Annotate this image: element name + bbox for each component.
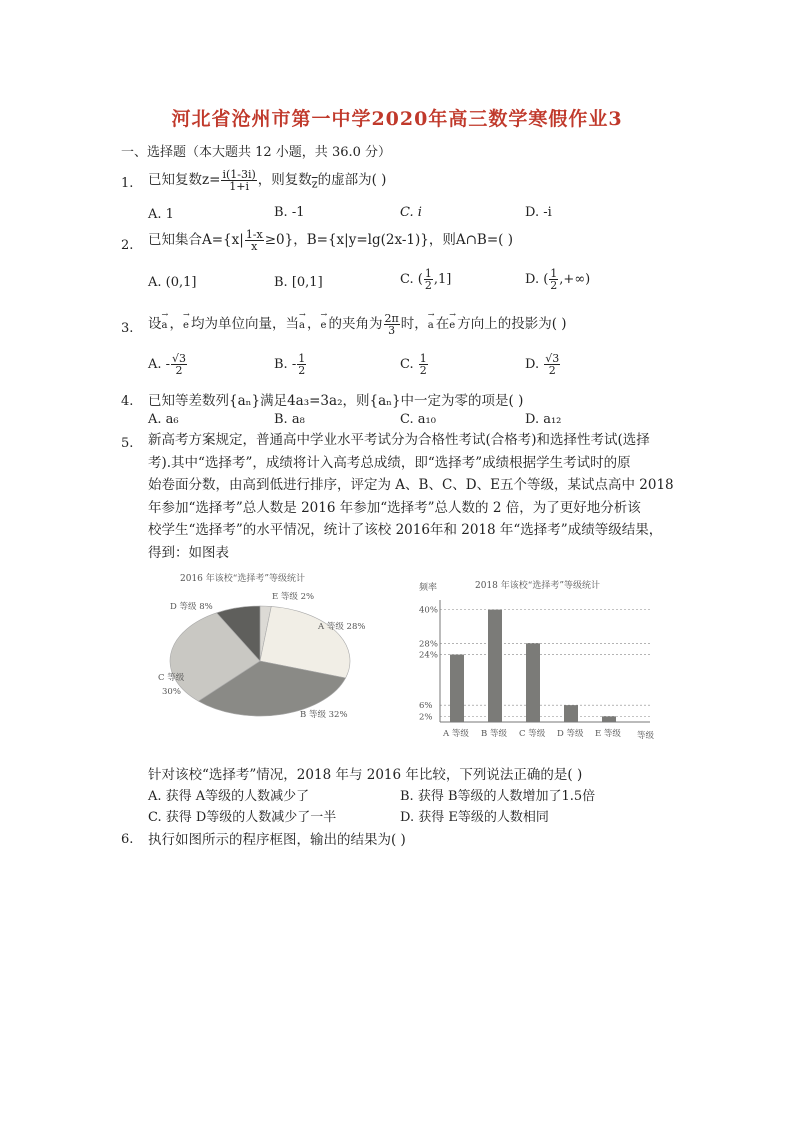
q4-stem: 已知等差数列{aₙ}满足4a₃=3a₂，则{aₙ}中一定为零的项是( ) bbox=[148, 393, 524, 409]
bar-ytick-label: 28% bbox=[419, 639, 438, 650]
q5-line: 得到：如图表 bbox=[148, 544, 229, 561]
q1-stem: 已知复数z= $\frac{i(1-3i)}{1+i}$ ，则复数$_{\overline{z}}$的虚部为( ) bbox=[148, 168, 387, 193]
bar-e bbox=[602, 716, 616, 722]
q2-option-a[interactable]: A. (0,1] bbox=[148, 275, 197, 290]
q4-option-b[interactable]: B. a₈ bbox=[274, 412, 305, 427]
bar-d bbox=[564, 705, 578, 722]
q5-line: 年参加“选择考”总人数是 2016 年参加“选择考”总人数的 2 倍，为了更好地分析该 bbox=[148, 499, 641, 516]
pie-label-c-pct: 30% bbox=[162, 687, 181, 697]
q3-number: 3. bbox=[121, 321, 134, 336]
bar-ytick-label: 6% bbox=[419, 701, 433, 712]
pie-label-a: A 等级 28% bbox=[318, 622, 366, 632]
pie-label-e: E 等级 2% bbox=[272, 592, 315, 602]
pie-chart-title: 2016 年该校“选择考”等级统计 bbox=[180, 574, 305, 584]
q3-stem: 设→ a ，→ e 均为单位向量，当→ a ，→ e 的夹角为 $\frac{2\pi}{3}$ 时，→ a 在→ e 方向上的投影为( ) bbox=[148, 312, 567, 336]
q6-number: 6. bbox=[121, 832, 134, 847]
bar-chart-2018 bbox=[415, 570, 670, 745]
bar-chart-ylabel: 频率 bbox=[419, 583, 438, 593]
q3-option-a[interactable]: A. - $\frac{√3}{2}$ bbox=[148, 352, 187, 377]
q2-option-d[interactable]: D. ( $\frac{1}{2}$ ,+∞) bbox=[525, 267, 591, 292]
q5-stem bbox=[148, 429, 678, 564]
bar-b bbox=[488, 610, 502, 722]
q2-number: 2. bbox=[121, 238, 134, 253]
bar-c bbox=[526, 643, 540, 722]
q2-option-b[interactable]: B. [0,1] bbox=[274, 275, 323, 290]
q4-number: 4. bbox=[121, 394, 134, 409]
bar-category-label: A 等级 bbox=[443, 729, 469, 739]
q5-option-a[interactable]: A. 获得 A等级的人数减少了 bbox=[148, 789, 310, 804]
bar-category-label: E 等级 bbox=[595, 729, 621, 739]
q3-option-c[interactable]: C. $\frac{1}{2}$ bbox=[400, 352, 427, 377]
q6-stem: 执行如图所示的程序框图，输出的结果为( ) bbox=[148, 832, 406, 848]
q2-option-c[interactable]: C. ( $\frac{1}{2}$ ,1] bbox=[400, 267, 452, 292]
bar-ytick-label: 24% bbox=[419, 650, 438, 661]
q2-stem: 已知集合A={x| $\frac{1-x}{x}$ ≥0}，B={x|y=lg(2x-1)}，则A∩B=( ) bbox=[148, 228, 513, 253]
q1-option-a[interactable]: A. 1 bbox=[148, 207, 174, 222]
q1-number: 1. bbox=[121, 176, 134, 191]
q5-question: 针对该校“选择考”情况，2018 年与 2016 年比较，下列说法正确的是( ) bbox=[148, 767, 583, 783]
pie-label-b: B 等级 32% bbox=[300, 710, 348, 720]
q5-option-d[interactable]: D. 获得 E等级的人数相同 bbox=[400, 810, 549, 825]
pie-chart-2016 bbox=[150, 563, 400, 738]
q4-option-d[interactable]: D. a₁₂ bbox=[525, 412, 562, 427]
bar-chart-xlabel: 等级 bbox=[637, 731, 655, 741]
q4-option-a[interactable]: A. a₆ bbox=[148, 412, 179, 427]
q5-line: 校学生“选择考”的水平情况，统计了该校 2016年和 2018 年“选择考”成绩等级结果， bbox=[148, 522, 663, 538]
section-header: 一、选择题（本大题共 12 小题，共 36.0 分） bbox=[121, 145, 392, 160]
q5-option-b[interactable]: B. 获得 B等级的人数增加了1.5倍 bbox=[400, 789, 596, 804]
bar-category-label: D 等级 bbox=[557, 729, 584, 739]
bar-ytick-label: 40% bbox=[419, 605, 438, 616]
bar-ytick-label: 2% bbox=[419, 712, 433, 723]
q1-option-c[interactable]: C. i bbox=[400, 205, 422, 220]
q3-option-d[interactable]: D. $\frac{√3}{2}$ bbox=[525, 352, 560, 377]
q5-line: 考).其中“选择考”，成绩将计入高考总成绩，即“选择考”成绩根据学生考试时的原 bbox=[148, 454, 631, 471]
pie-label-c: C 等级 bbox=[158, 673, 185, 683]
q3-option-b[interactable]: B. - $\frac{1}{2}$ bbox=[274, 352, 306, 377]
bar-chart-title: 2018 年该校“选择考”等级统计 bbox=[475, 581, 600, 591]
pie-label-d: D 等级 8% bbox=[170, 602, 213, 612]
bar-a bbox=[450, 655, 464, 722]
page-title: 河北省沧州市第一中学2020年高三数学寒假作业3 bbox=[171, 108, 623, 130]
bar-category-label: C 等级 bbox=[519, 729, 546, 739]
q4-option-c[interactable]: C. a₁₀ bbox=[400, 412, 436, 427]
q5-line: 新高考方案规定，普通高中学业水平考试分为合格性考试(合格考)和选择性考试(选择 bbox=[148, 432, 650, 448]
q5-line: 始卷面分数，由高到低进行排序，评定为 A、B、C、D、E五个等级，某试点高中 2018 bbox=[148, 477, 674, 493]
q5-number: 5. bbox=[121, 436, 134, 451]
q1-option-d[interactable]: D. -i bbox=[525, 205, 552, 220]
q5-option-c[interactable]: C. 获得 D等级的人数减少了一半 bbox=[148, 810, 337, 825]
q1-option-b[interactable]: B. -1 bbox=[274, 205, 305, 220]
bar-category-label: B 等级 bbox=[481, 729, 507, 739]
